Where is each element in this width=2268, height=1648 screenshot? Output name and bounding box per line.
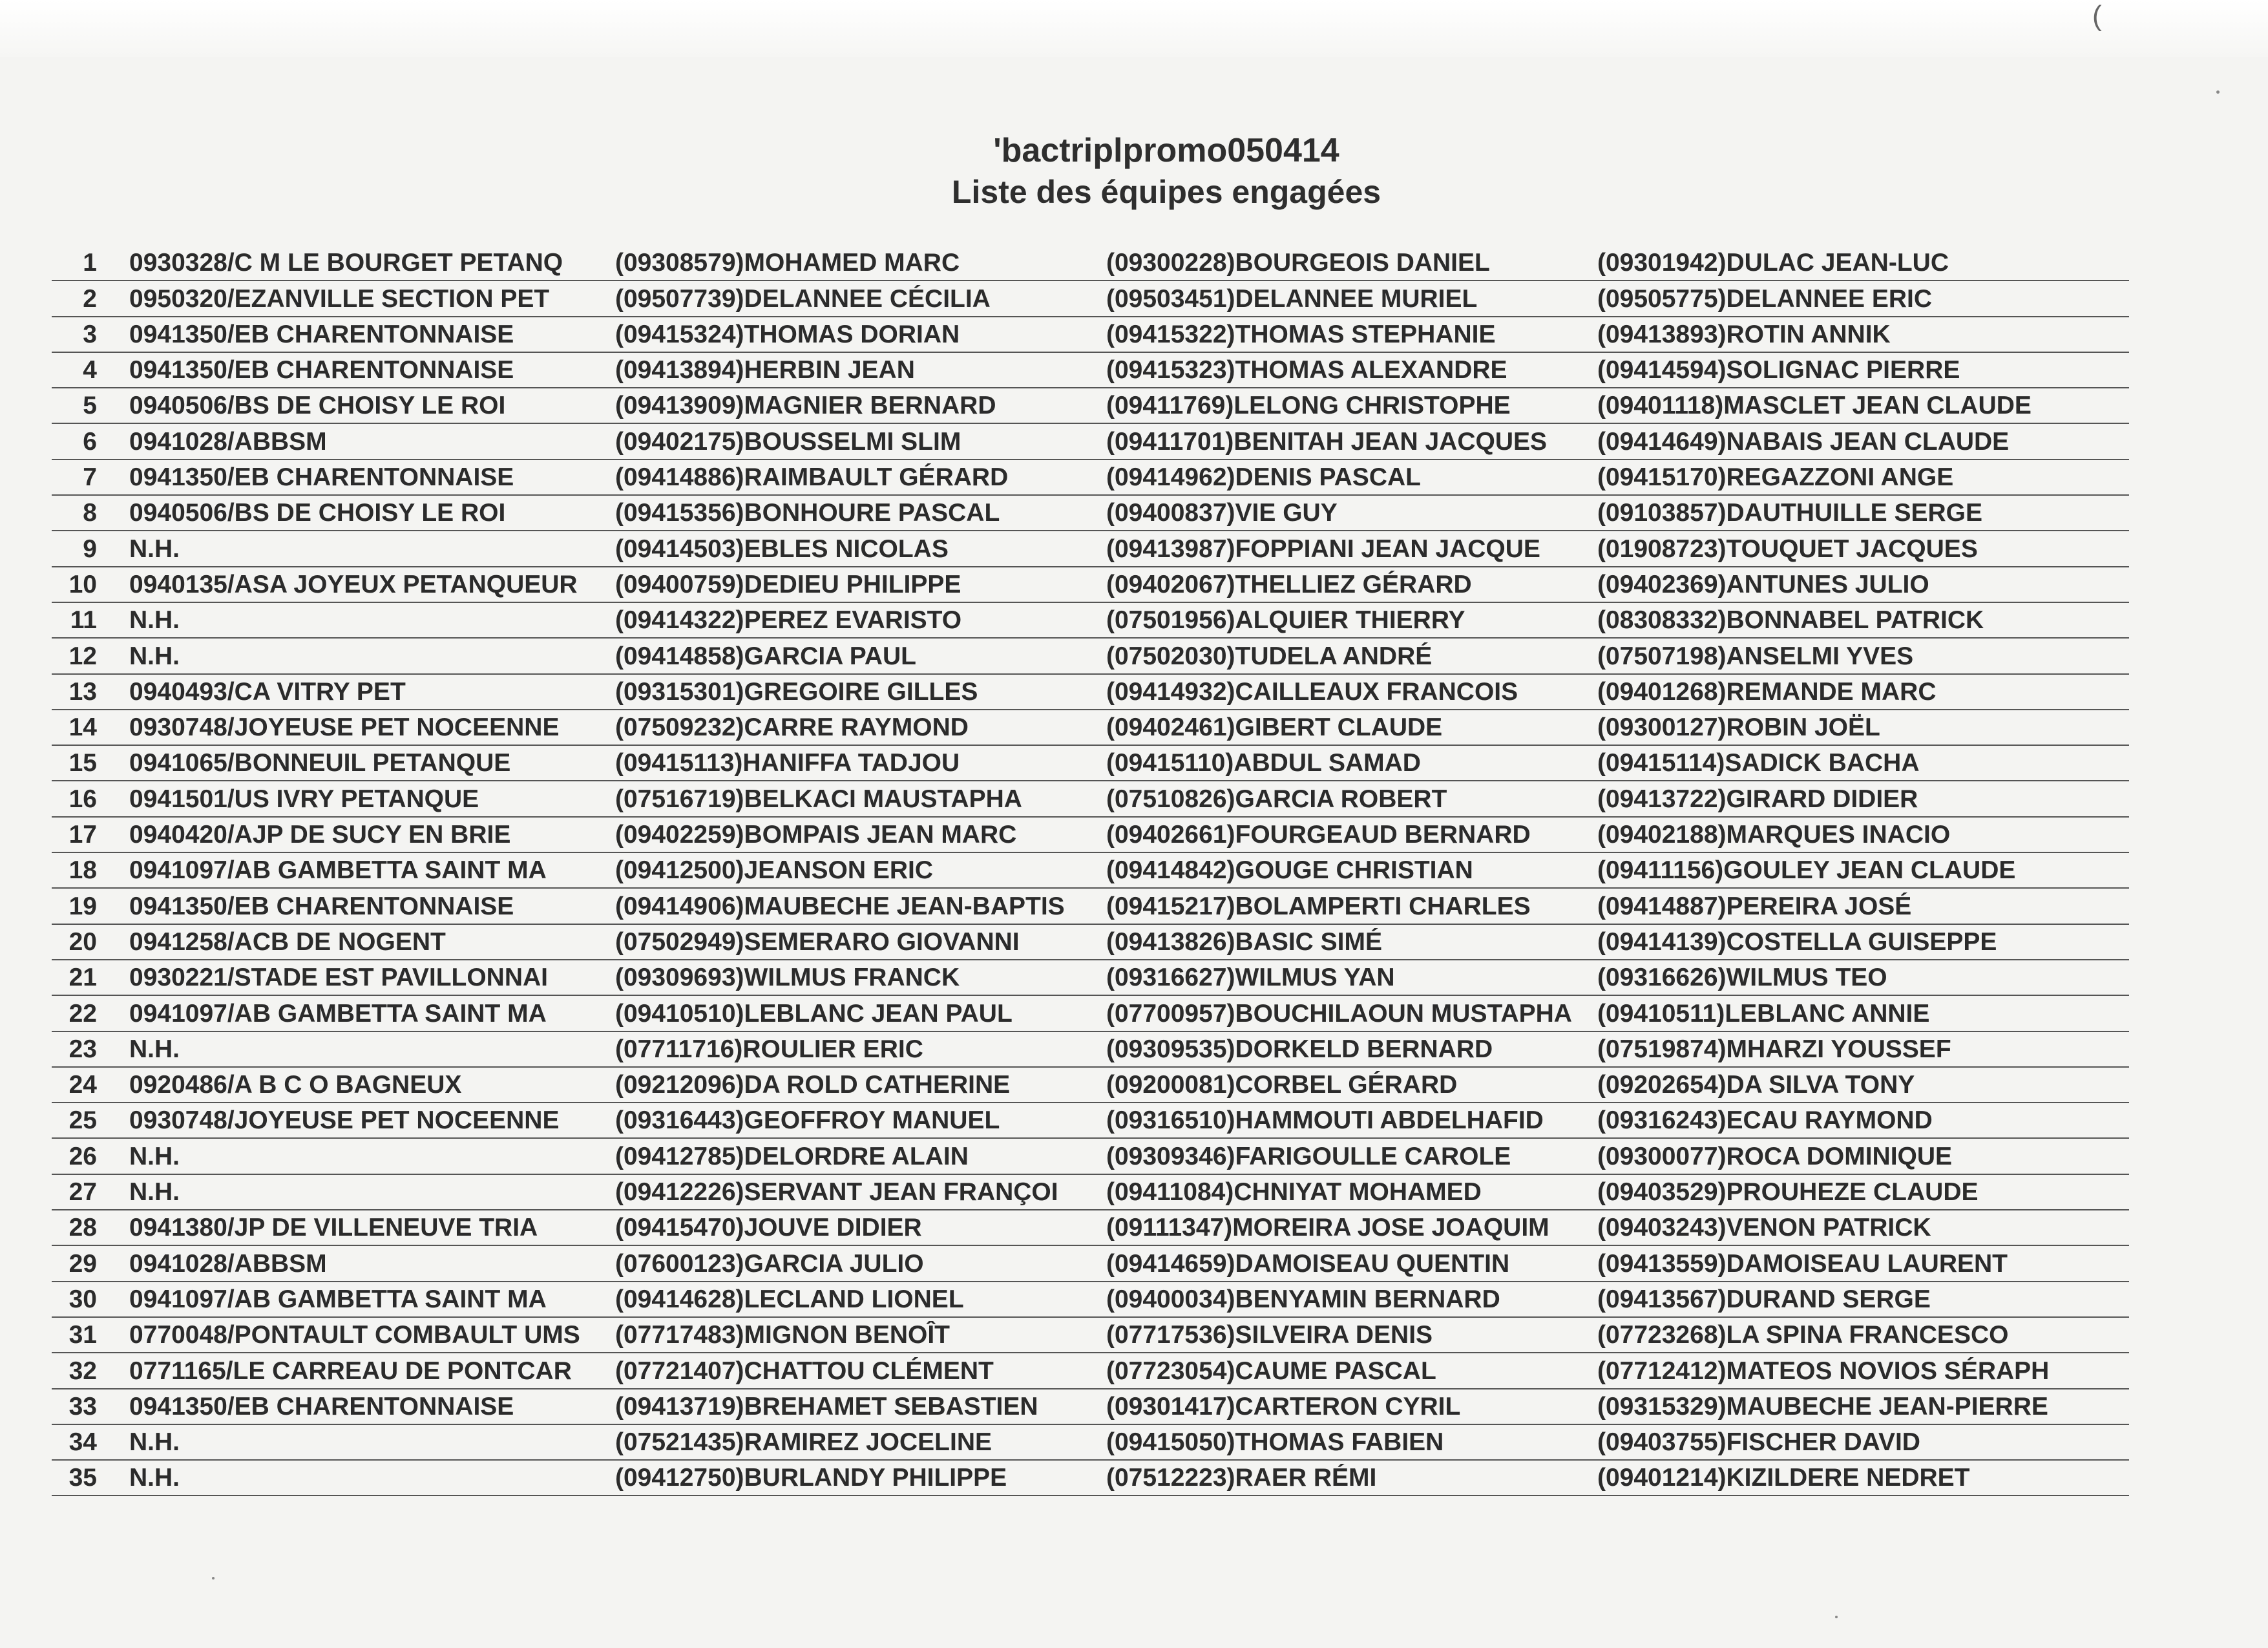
club-name: 0941501/US IVRY PETANQUE bbox=[129, 785, 479, 813]
club-name: 0940506/BS DE CHOISY LE ROI bbox=[129, 499, 506, 527]
team-number: 12 bbox=[68, 642, 97, 670]
club-name: 0941350/EB CHARENTONNAISE bbox=[129, 892, 514, 920]
player-2: (09411701)BENITAH JEAN JACQUES bbox=[1106, 427, 1548, 456]
club-name: N.H. bbox=[129, 1035, 180, 1063]
team-row bbox=[52, 639, 2129, 674]
player-1: (07711716)ROULIER ERIC bbox=[615, 1035, 923, 1063]
player-2: (09414842)GOUGE CHRISTIAN bbox=[1106, 856, 1473, 885]
team-number: 23 bbox=[68, 1035, 97, 1063]
player-2: (09402461)GIBERT CLAUDE bbox=[1106, 713, 1443, 742]
scan-speck bbox=[2216, 90, 2220, 94]
player-3: (09301942)DULAC JEAN-LUC bbox=[1597, 249, 1949, 277]
team-number: 27 bbox=[68, 1178, 97, 1207]
team-number: 10 bbox=[68, 570, 97, 598]
team-row bbox=[52, 818, 2129, 853]
team-number: 18 bbox=[68, 856, 97, 885]
team-row bbox=[52, 1103, 2129, 1139]
player-1: (09414858)GARCIA PAUL bbox=[615, 642, 916, 670]
team-row bbox=[52, 567, 2129, 603]
team-number: 29 bbox=[68, 1249, 97, 1278]
team-number: 2 bbox=[83, 284, 97, 313]
player-2: (09301417)CARTERON CYRIL bbox=[1106, 1392, 1461, 1421]
scan-speck bbox=[1835, 1616, 1838, 1618]
team-row bbox=[52, 317, 2129, 353]
player-3: (09402369)ANTUNES JULIO bbox=[1597, 570, 1929, 598]
scan-edge bbox=[0, 0, 2268, 57]
team-row bbox=[52, 710, 2129, 746]
player-1: (09412750)BURLANDY PHILIPPE bbox=[615, 1464, 1007, 1492]
club-name: N.H. bbox=[129, 1428, 180, 1457]
player-2: (09316510)HAMMOUTI ABDELHAFID bbox=[1106, 1106, 1544, 1135]
player-3: (09414594)SOLIGNAC PIERRE bbox=[1597, 356, 1960, 385]
club-name: N.H. bbox=[129, 1142, 180, 1170]
player-2: (09402067)THELLIEZ GÉRARD bbox=[1106, 570, 1472, 598]
club-name: 0941350/EB CHARENTONNAISE bbox=[129, 320, 514, 348]
team-number: 5 bbox=[83, 392, 97, 420]
team-number: 30 bbox=[68, 1285, 97, 1313]
player-1: (09308579)MOHAMED MARC bbox=[615, 249, 960, 277]
team-row bbox=[52, 603, 2129, 639]
player-3: (09410511)LEBLANC ANNIE bbox=[1597, 999, 1930, 1028]
player-2: (07700957)BOUCHILAOUN MUSTAPHA bbox=[1106, 999, 1572, 1028]
player-3: (09413567)DURAND SERGE bbox=[1597, 1285, 1931, 1313]
player-3: (09413893)ROTIN ANNIK bbox=[1597, 320, 1891, 348]
team-number: 33 bbox=[68, 1392, 97, 1421]
player-2: (09309535)DORKELD BERNARD bbox=[1106, 1035, 1493, 1063]
team-row bbox=[52, 388, 2129, 424]
player-2: (09402661)FOURGEAUD BERNARD bbox=[1106, 821, 1531, 849]
player-2: (09415217)BOLAMPERTI CHARLES bbox=[1106, 892, 1531, 920]
player-1: (09309693)WILMUS FRANCK bbox=[615, 964, 960, 992]
player-2: (07510826)GARCIA ROBERT bbox=[1106, 785, 1447, 813]
player-1: (09400759)DEDIEU PHILIPPE bbox=[615, 570, 961, 598]
player-1: (09414503)EBLES NICOLAS bbox=[615, 534, 949, 563]
team-row bbox=[52, 781, 2129, 817]
player-1: (07521435)RAMIREZ JOCELINE bbox=[615, 1428, 992, 1457]
club-name: 0770048/PONTAULT COMBAULT UMS bbox=[129, 1321, 580, 1349]
player-1: (07600123)GARCIA JULIO bbox=[615, 1249, 924, 1278]
team-row bbox=[52, 1175, 2129, 1210]
team-row bbox=[52, 1282, 2129, 1318]
player-2: (07502030)TUDELA ANDRÉ bbox=[1106, 642, 1433, 670]
player-3: (09403243)VENON PATRICK bbox=[1597, 1214, 1931, 1242]
team-number: 15 bbox=[68, 749, 97, 777]
player-3: (09300077)ROCA DOMINIQUE bbox=[1597, 1142, 1953, 1170]
club-name: 0930748/JOYEUSE PET NOCEENNE bbox=[129, 713, 560, 742]
player-1: (07721407)CHATTOU CLÉMENT bbox=[615, 1357, 994, 1385]
club-name: 0940420/AJP DE SUCY EN BRIE bbox=[129, 821, 511, 849]
team-number: 32 bbox=[68, 1357, 97, 1385]
document-header bbox=[0, 129, 2268, 212]
player-3: (07712412)MATEOS NOVIOS SÉRAPH bbox=[1597, 1357, 2050, 1385]
club-name: 0771165/LE CARREAU DE PONTCAR bbox=[129, 1357, 572, 1385]
team-number: 22 bbox=[68, 999, 97, 1028]
player-2: (09415050)THOMAS FABIEN bbox=[1106, 1428, 1444, 1457]
player-1: (09415113)HANIFFA TADJOU bbox=[615, 749, 960, 777]
team-number: 3 bbox=[83, 320, 97, 348]
team-row bbox=[52, 460, 2129, 496]
club-name: N.H. bbox=[129, 1178, 180, 1207]
team-row bbox=[52, 1353, 2129, 1389]
club-name: N.H. bbox=[129, 1464, 180, 1492]
player-1: (09402175)BOUSSELMI SLIM bbox=[615, 427, 961, 456]
player-2: (09309346)FARIGOULLE CAROLE bbox=[1106, 1142, 1511, 1170]
player-1: (09212096)DA ROLD CATHERINE bbox=[615, 1071, 1011, 1099]
team-row bbox=[52, 1318, 2129, 1353]
club-name: 0930221/STADE EST PAVILLONNAI bbox=[129, 964, 549, 992]
team-number: 1 bbox=[83, 249, 97, 277]
club-name: 0941065/BONNEUIL PETANQUE bbox=[129, 749, 511, 777]
player-1: (09414886)RAIMBAULT GÉRARD bbox=[615, 463, 1009, 492]
player-3: (09403755)FISCHER DAVID bbox=[1597, 1428, 1920, 1457]
club-name: 0941097/AB GAMBETTA SAINT MA bbox=[129, 999, 547, 1028]
team-number: 11 bbox=[70, 606, 97, 635]
player-1: (07509232)CARRE RAYMOND bbox=[615, 713, 969, 742]
player-3: (01908723)TOUQUET JACQUES bbox=[1597, 534, 1978, 563]
player-1: (09315301)GREGOIRE GILLES bbox=[615, 677, 978, 706]
club-name: 0941028/ABBSM bbox=[129, 1249, 327, 1278]
player-2: (09413987)FOPPIANI JEAN JACQUE bbox=[1106, 534, 1540, 563]
player-2: (09503451)DELANNEE MURIEL bbox=[1106, 284, 1478, 313]
club-name: 0940135/ASA JOYEUX PETANQUEUR bbox=[129, 570, 578, 598]
team-row bbox=[52, 1461, 2129, 1496]
player-3: (09414649)NABAIS JEAN CLAUDE bbox=[1597, 427, 2010, 456]
player-2: (09400837)VIE GUY bbox=[1106, 499, 1338, 527]
team-number: 31 bbox=[68, 1321, 97, 1349]
player-1: (09414628)LECLAND LIONEL bbox=[615, 1285, 964, 1313]
team-number: 9 bbox=[83, 534, 97, 563]
player-3: (09402188)MARQUES INACIO bbox=[1597, 821, 1951, 849]
club-name: 0941350/EB CHARENTONNAISE bbox=[129, 1392, 514, 1421]
player-3: (09403529)PROUHEZE CLAUDE bbox=[1597, 1178, 1979, 1207]
team-number: 6 bbox=[83, 427, 97, 456]
player-1: (09413909)MAGNIER BERNARD bbox=[615, 392, 996, 420]
player-2: (09316627)WILMUS YAN bbox=[1106, 964, 1395, 992]
team-row bbox=[52, 1210, 2129, 1246]
club-name: N.H. bbox=[129, 642, 180, 670]
team-number: 34 bbox=[68, 1428, 97, 1457]
club-name: 0941258/ACB DE NOGENT bbox=[129, 927, 446, 956]
club-name: 0941028/ABBSM bbox=[129, 427, 327, 456]
player-2: (09415323)THOMAS ALEXANDRE bbox=[1106, 356, 1507, 385]
club-name: 0940506/BS DE CHOISY LE ROI bbox=[129, 392, 506, 420]
player-1: (09316443)GEOFFROY MANUEL bbox=[615, 1106, 1000, 1135]
club-name: 0930328/C M LE BOURGET PETANQ bbox=[129, 249, 563, 277]
club-name: 0941097/AB GAMBETTA SAINT MA bbox=[129, 1285, 547, 1313]
player-1: (09414906)MAUBECHE JEAN-BAPTIS bbox=[615, 892, 1065, 920]
team-row bbox=[52, 531, 2129, 567]
team-number: 13 bbox=[68, 677, 97, 706]
player-3: (09316626)WILMUS TEO bbox=[1597, 964, 1887, 992]
club-name: 0930748/JOYEUSE PET NOCEENNE bbox=[129, 1106, 560, 1135]
player-2: (09415110)ABDUL SAMAD bbox=[1106, 749, 1421, 777]
teams-table bbox=[52, 246, 2129, 1496]
team-row bbox=[52, 1032, 2129, 1068]
team-number: 4 bbox=[83, 356, 97, 385]
team-number: 25 bbox=[68, 1106, 97, 1135]
team-row bbox=[52, 424, 2129, 460]
player-2: (09414932)CAILLEAUX FRANCOIS bbox=[1106, 677, 1518, 706]
player-1: (09415356)BONHOURE PASCAL bbox=[615, 499, 1000, 527]
player-1: (07516719)BELKACI MAUSTAPHA bbox=[615, 785, 1022, 813]
team-row bbox=[52, 853, 2129, 889]
team-row bbox=[52, 925, 2129, 960]
player-3: (09505775)DELANNEE ERIC bbox=[1597, 284, 1933, 313]
team-row bbox=[52, 1246, 2129, 1282]
player-2: (07512223)RAER RÉMI bbox=[1106, 1464, 1377, 1492]
player-1: (07717483)MIGNON BENOÎT bbox=[615, 1321, 950, 1349]
player-3: (09413559)DAMOISEAU LAURENT bbox=[1597, 1249, 2008, 1278]
team-row bbox=[52, 1389, 2129, 1425]
team-row bbox=[52, 1068, 2129, 1103]
player-1: (09507739)DELANNEE CÉCILIA bbox=[615, 284, 991, 313]
player-1: (09412226)SERVANT JEAN FRANÇOI bbox=[615, 1178, 1058, 1207]
player-3: (09415114)SADICK BACHA bbox=[1597, 749, 1920, 777]
player-1: (09413894)HERBIN JEAN bbox=[615, 356, 915, 385]
player-3: (09401268)REMANDE MARC bbox=[1597, 677, 1937, 706]
player-1: (09412500)JEANSON ERIC bbox=[615, 856, 934, 885]
club-name: N.H. bbox=[129, 606, 180, 635]
player-1: (09412785)DELORDRE ALAIN bbox=[615, 1142, 969, 1170]
team-number: 35 bbox=[68, 1464, 97, 1492]
club-name: 0941097/AB GAMBETTA SAINT MA bbox=[129, 856, 547, 885]
team-number: 26 bbox=[68, 1142, 97, 1170]
team-number: 7 bbox=[83, 463, 97, 492]
team-number: 28 bbox=[68, 1214, 97, 1242]
player-3: (09414139)COSTELLA GUISEPPE bbox=[1597, 927, 1997, 956]
team-number: 21 bbox=[68, 964, 97, 992]
player-2: (09414962)DENIS PASCAL bbox=[1106, 463, 1421, 492]
player-3: (07519874)MHARZI YOUSSEF bbox=[1597, 1035, 1951, 1063]
player-2: (09411769)LELONG CHRISTOPHE bbox=[1106, 392, 1511, 420]
team-row bbox=[52, 889, 2129, 924]
team-row bbox=[52, 353, 2129, 388]
club-name: N.H. bbox=[129, 534, 180, 563]
player-2: (09200081)CORBEL GÉRARD bbox=[1106, 1071, 1458, 1099]
player-2: (07717536)SILVEIRA DENIS bbox=[1106, 1321, 1433, 1349]
player-1: (09414322)PEREZ EVARISTO bbox=[615, 606, 962, 635]
player-3: (09315329)MAUBECHE JEAN-PIERRE bbox=[1597, 1392, 2048, 1421]
margin-mark: ( bbox=[2092, 0, 2102, 32]
player-3: (07507198)ANSELMI YVES bbox=[1597, 642, 1914, 670]
player-3: (09300127)ROBIN JOËL bbox=[1597, 713, 1880, 742]
scan-speck bbox=[212, 1577, 215, 1579]
player-3: (09415170)REGAZZONI ANGE bbox=[1597, 463, 1954, 492]
player-1: (07502949)SEMERARO GIOVANNI bbox=[615, 927, 1020, 956]
team-row bbox=[52, 496, 2129, 531]
player-3: (09413722)GIRARD DIDIER bbox=[1597, 785, 1918, 813]
player-2: (07723054)CAUME PASCAL bbox=[1106, 1357, 1436, 1385]
player-1: (09413719)BREHAMET SEBASTIEN bbox=[615, 1392, 1038, 1421]
player-3: (09316243)ECAU RAYMOND bbox=[1597, 1106, 1933, 1135]
document-title: 'bactriplpromo050414 bbox=[993, 132, 1339, 169]
document-subtitle: Liste des équipes engagées bbox=[951, 174, 1381, 210]
team-row bbox=[52, 281, 2129, 317]
team-row bbox=[52, 746, 2129, 781]
player-3: (08308332)BONNABEL PATRICK bbox=[1597, 606, 1984, 635]
club-name: 0941380/JP DE VILLENEUVE TRIA bbox=[129, 1214, 538, 1242]
player-2: (07501956)ALQUIER THIERRY bbox=[1106, 606, 1465, 635]
player-3: (09103857)DAUTHUILLE SERGE bbox=[1597, 499, 1983, 527]
team-row bbox=[52, 1425, 2129, 1461]
team-row bbox=[52, 996, 2129, 1031]
player-1: (09415324)THOMAS DORIAN bbox=[615, 320, 960, 348]
club-name: 0941350/EB CHARENTONNAISE bbox=[129, 356, 514, 385]
player-1: (09415470)JOUVE DIDIER bbox=[615, 1214, 922, 1242]
player-3: (09401118)MASCLET JEAN CLAUDE bbox=[1597, 392, 2032, 420]
player-3: (07723268)LA SPINA FRANCESCO bbox=[1597, 1321, 2009, 1349]
team-row bbox=[52, 960, 2129, 996]
team-number: 24 bbox=[68, 1071, 97, 1099]
club-name: 0920486/A B C O BAGNEUX bbox=[129, 1071, 462, 1099]
team-number: 16 bbox=[68, 785, 97, 813]
player-2: (09415322)THOMAS STEPHANIE bbox=[1106, 320, 1496, 348]
player-2: (09111347)MOREIRA JOSE JOAQUIM bbox=[1106, 1214, 1549, 1242]
player-3: (09414887)PEREIRA JOSÉ bbox=[1597, 892, 1912, 920]
player-2: (09413826)BASIC SIMÉ bbox=[1106, 927, 1383, 956]
team-number: 17 bbox=[68, 821, 97, 849]
player-3: (09202654)DA SILVA TONY bbox=[1597, 1071, 1915, 1099]
player-2: (09300228)BOURGEOIS DANIEL bbox=[1106, 249, 1490, 277]
team-number: 19 bbox=[68, 892, 97, 920]
player-1: (09410510)LEBLANC JEAN PAUL bbox=[615, 999, 1013, 1028]
team-number: 8 bbox=[83, 499, 97, 527]
club-name: 0940493/CA VITRY PET bbox=[129, 677, 406, 706]
player-1: (09402259)BOMPAIS JEAN MARC bbox=[615, 821, 1017, 849]
club-name: 0950320/EZANVILLE SECTION PET bbox=[129, 284, 550, 313]
player-2: (09400034)BENYAMIN BERNARD bbox=[1106, 1285, 1500, 1313]
player-3: (09401214)KIZILDERE NEDRET bbox=[1597, 1464, 1970, 1492]
team-row bbox=[52, 675, 2129, 710]
team-row bbox=[52, 246, 2129, 281]
club-name: 0941350/EB CHARENTONNAISE bbox=[129, 463, 514, 492]
team-number: 14 bbox=[68, 713, 97, 742]
player-3: (09411156)GOULEY JEAN CLAUDE bbox=[1597, 856, 2016, 885]
team-row bbox=[52, 1139, 2129, 1174]
team-number: 20 bbox=[68, 927, 97, 956]
player-2: (09414659)DAMOISEAU QUENTIN bbox=[1106, 1249, 1510, 1278]
player-2: (09411084)CHNIYAT MOHAMED bbox=[1106, 1178, 1482, 1207]
